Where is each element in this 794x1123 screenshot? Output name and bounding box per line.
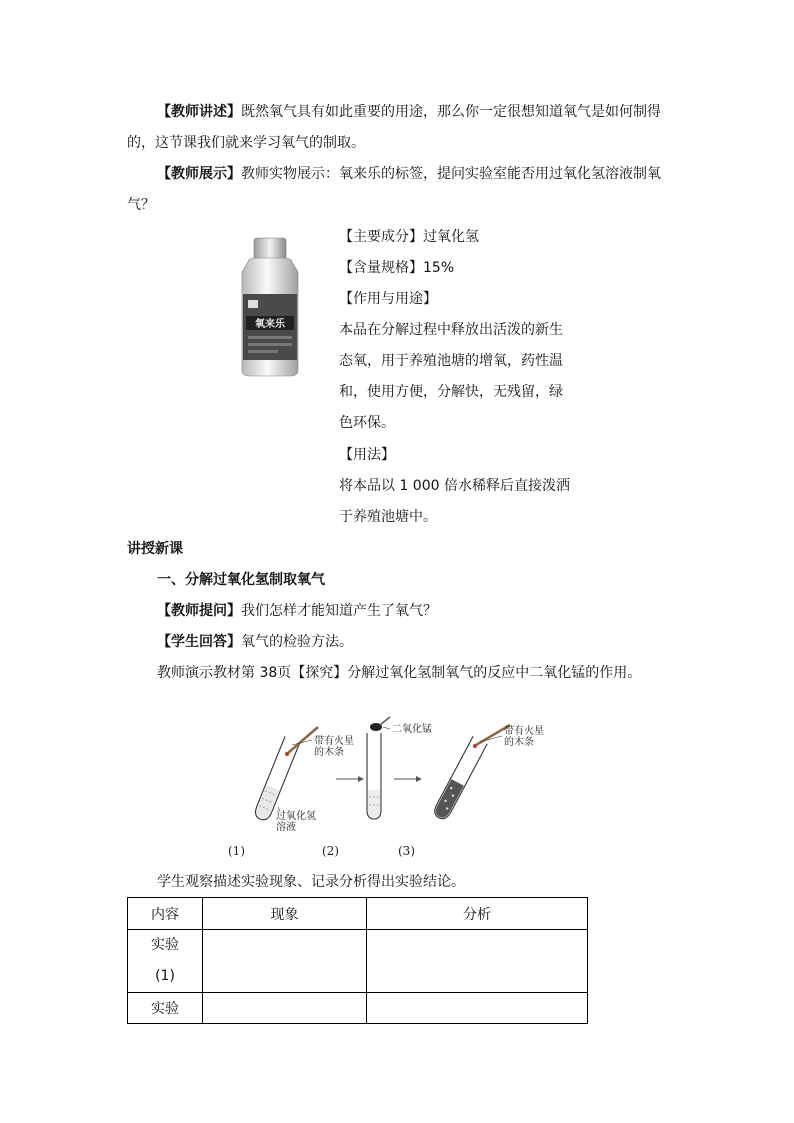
teacher-question bbox=[157, 596, 437, 627]
solution-label-b: 溶液 bbox=[276, 822, 296, 833]
test-tube-2 bbox=[367, 733, 381, 819]
component-tag: 【主要成分】 bbox=[339, 229, 423, 245]
student-answer-text: 氧气的检验方法。 bbox=[241, 634, 353, 650]
caption-2: (2) bbox=[322, 844, 339, 858]
mno2-spoon-icon bbox=[370, 717, 390, 731]
row-phenomenon-cell[interactable] bbox=[203, 993, 367, 1024]
usage-line: 色环保。 bbox=[339, 415, 395, 431]
table-header-row bbox=[128, 898, 588, 930]
teacher-question-text: 我们怎样才能知道产生了氧气？ bbox=[241, 603, 437, 619]
splint-label-2a: 带有火星 bbox=[504, 726, 544, 737]
caption-3: (3) bbox=[398, 844, 415, 858]
test-tube-3 bbox=[432, 736, 487, 821]
teacher-display-tag: 【教师展示】 bbox=[157, 166, 241, 182]
lesson-heading: 讲授新课 bbox=[127, 541, 183, 557]
usage-line: 本品在分解过程中释放出活泼的新生 bbox=[339, 322, 563, 338]
intro-text-1: 既然氧气具有如此重要的用途，那么你一定很想知道氧气是如何制得 bbox=[241, 104, 661, 120]
solution-label-a: 过氧化氢 bbox=[276, 811, 316, 822]
bottle-brand-text: 氧来乐 bbox=[255, 319, 285, 330]
student-answer-tag: 【学生回答】 bbox=[157, 634, 241, 650]
student-answer bbox=[157, 627, 353, 658]
component-value: 过氧化氢 bbox=[423, 229, 479, 245]
label-usage-tag: 【作用与用途】 bbox=[339, 291, 437, 307]
row-content bbox=[128, 930, 203, 993]
row-content-line: 实验 bbox=[151, 937, 179, 953]
row-analysis-cell[interactable] bbox=[367, 993, 588, 1024]
header-content: 内容 bbox=[128, 898, 203, 930]
label-component bbox=[339, 222, 479, 253]
caption-1: (1) bbox=[228, 844, 245, 858]
table-row bbox=[128, 993, 588, 1024]
intro-line-4: 气？ bbox=[127, 197, 155, 213]
splint-label-1b: 的木条 bbox=[314, 747, 344, 758]
method-line: 于养殖池塘中。 bbox=[339, 509, 437, 525]
teacher-narration-tag: 【教师讲述】 bbox=[157, 104, 241, 120]
observation-table bbox=[127, 897, 588, 1024]
mno2-label: 二氧化锰 bbox=[392, 724, 432, 735]
experiment-diagram bbox=[228, 715, 560, 865]
intro-line-1 bbox=[157, 97, 661, 128]
row-content: 实验 bbox=[128, 993, 203, 1024]
method-line: 将本品以 1 000 倍水稀释后直接泼洒 bbox=[339, 478, 570, 494]
header-analysis: 分析 bbox=[367, 898, 588, 930]
label-content bbox=[339, 253, 454, 284]
content-tag: 【含量规格】 bbox=[339, 260, 423, 276]
splint-label-1a: 带有火星 bbox=[314, 736, 354, 747]
label-method-tag: 【用法】 bbox=[339, 447, 395, 463]
observe-text: 学生观察描述实验现象、记录分析得出实验结论。 bbox=[157, 874, 465, 890]
usage-line: 态氧，用于养殖池塘的增氧，药性温 bbox=[339, 353, 563, 369]
usage-line: 和，使用方便，分解快，无残留，绿 bbox=[339, 384, 563, 400]
row-content-line: (1) bbox=[155, 968, 175, 984]
header-phenomenon: 现象 bbox=[203, 898, 367, 930]
teacher-question-tag: 【教师提问】 bbox=[157, 603, 241, 619]
intro-line-2: 的，这节课我们就来学习氧气的制取。 bbox=[127, 135, 365, 151]
product-bottle-image bbox=[236, 236, 304, 378]
section-heading: 一、分解过氧化氢制取氧气 bbox=[157, 572, 325, 588]
intro-text-3: 教师实物展示：氧来乐的标签，提问实验室能否用过氧化氢溶液制氧 bbox=[241, 166, 661, 182]
row-analysis-cell[interactable] bbox=[367, 930, 588, 993]
demo-text: 教师演示教材第 38页【探究】分解过氧化氢制氧气的反应中二氧化锰的作用。 bbox=[157, 665, 642, 681]
row-phenomenon-cell[interactable] bbox=[203, 930, 367, 993]
splint-label-2b: 的木条 bbox=[504, 737, 534, 748]
content-value: 15% bbox=[423, 260, 455, 276]
intro-line-3 bbox=[157, 159, 661, 190]
table-row bbox=[128, 930, 588, 993]
